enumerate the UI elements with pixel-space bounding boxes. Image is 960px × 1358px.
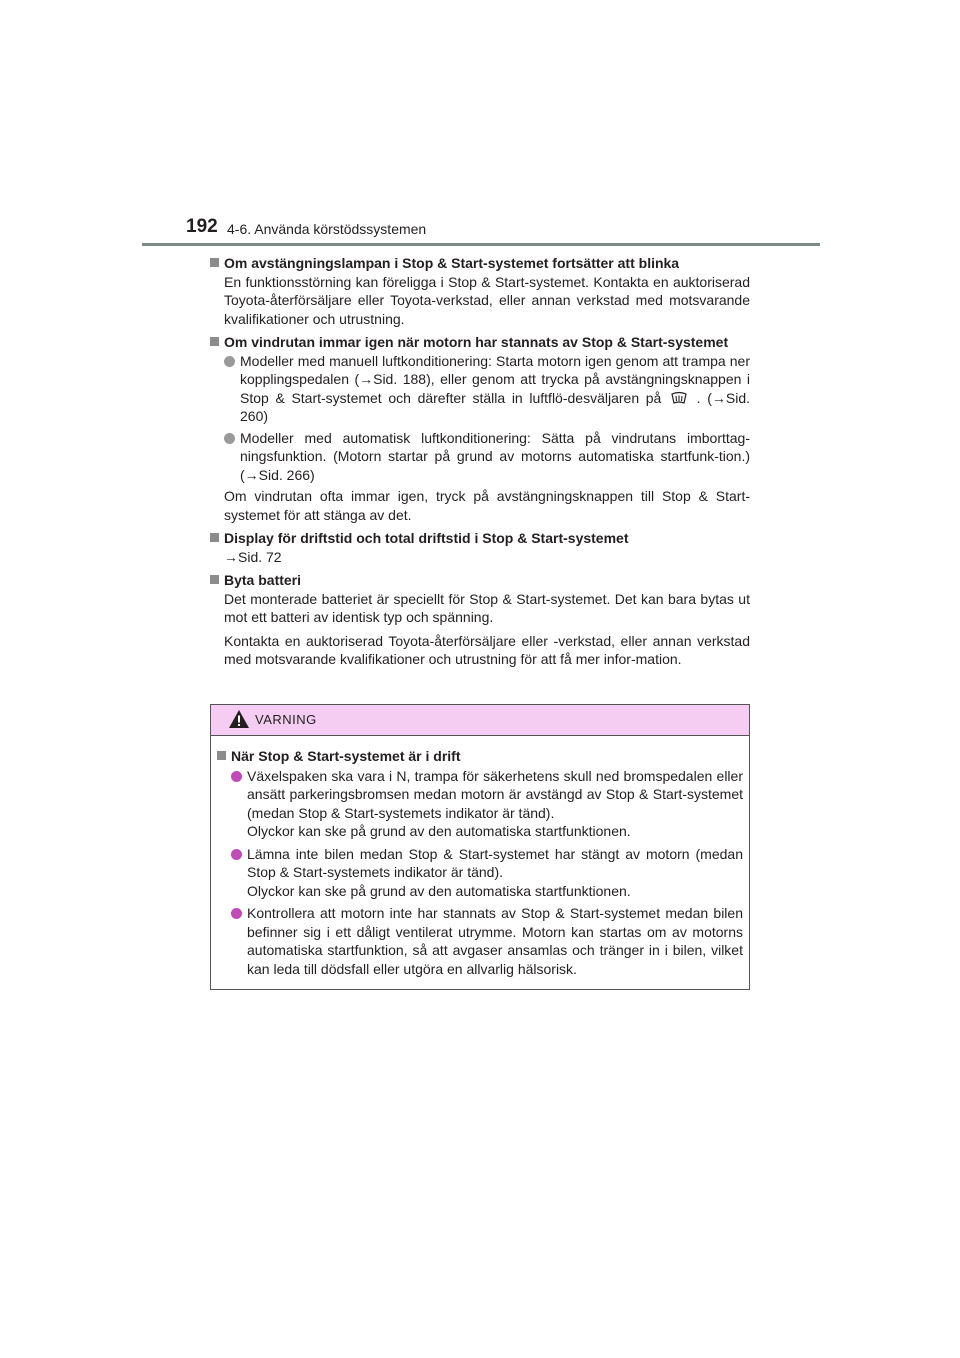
warning-list-item: [231, 904, 743, 978]
list-item: [224, 429, 750, 485]
section-display: [210, 529, 750, 566]
heading-text: När Stop & Start-systemet är i drift: [231, 748, 461, 764]
warning-triangle-icon: [228, 709, 250, 729]
text-line: Växelspaken ska vara i N, trampa för säkerhetens skull ned bromspedalen eller ansätt parkeringsbromsen medan motorn är avstängd av Stop & Start-systemet (medan Stop & Start-systemets indikator är tänd).: [247, 767, 743, 821]
text-line: Lämna inte bilen medan Stop & Start-systemet har stängt av motorn (medan Stop & Start-systemets indikator är tänd).: [247, 845, 743, 880]
warning-list-item: [231, 845, 743, 901]
square-bullet-icon: [217, 751, 226, 760]
section-blinking-lamp: [210, 254, 750, 328]
heading-text: Display för driftstid och total driftstid i Stop & Start-systemet: [224, 530, 629, 546]
list-item-text: [247, 845, 743, 901]
list-item-text: Kontrollera att motorn inte har stannats av Stop & Start-systemet medan bilen befinner sig i ett dåligt ventilerat utrymme. Motorn kan startas om av motorns automatiska startfunktion, så att avgaser ansamlas och tränger in i bilen, vilket kan leda till dödsfall eller utgöra en allvarlig hälsorisk.: [247, 905, 743, 977]
heading-text: Om avstängningslampan i Stop & Start-systemet fortsätter att blinka: [224, 255, 680, 271]
list-item-text: [247, 767, 743, 841]
circle-bullet-icon: [224, 356, 235, 367]
list-item-text-part: . (→Sid. 260): [240, 389, 751, 424]
page-header: [186, 216, 820, 246]
section-heading: [210, 254, 750, 273]
warning-box: [210, 704, 750, 990]
circle-bullet-icon: [231, 908, 242, 919]
section-heading: [210, 571, 750, 590]
main-content: [210, 254, 750, 674]
windshield-airflow-icon: [671, 391, 687, 405]
paragraph: En funktionsstörning kan föreligga i Stop & Start-systemet. Kontakta en auktoriserad Toyota-återförsäljare eller Toyota-verkstad, eller annan verkstad med motsvarande kvalifikationer och utrustning.: [224, 273, 750, 327]
paragraph: Det monterade batteriet är speciellt för Stop & Start-systemet. Det kan bara bytas ut mot ett batteri av identisk typ och spänning.: [224, 590, 750, 625]
warning-body: [211, 736, 749, 978]
page-reference: →Sid. 72: [224, 548, 282, 565]
square-bullet-icon: [210, 533, 219, 542]
square-bullet-icon: [210, 337, 219, 346]
circle-bullet-icon: [231, 771, 242, 782]
section-windshield-fog: [210, 333, 750, 524]
text-line: Olyckor kan ske på grund av den automatiska startfunktionen.: [247, 823, 631, 839]
list-item: [224, 352, 750, 426]
square-bullet-icon: [210, 258, 219, 267]
section-title: 4-6. Använda körstödssystemen: [227, 221, 427, 237]
list-item-text: [240, 352, 750, 426]
page-number: 192: [186, 216, 218, 237]
section-battery: [210, 571, 750, 669]
circle-bullet-icon: [224, 433, 235, 444]
list-item-text-part: Modeller med manuell luftkonditionering: Starta motorn igen genom att trampa ner kopplingspedalen (→Sid. 188), eller genom att trycka på avstängningsknappen i Stop & Start-systemet och därefter ställa in luftflö-desväljaren på: [240, 352, 750, 406]
square-bullet-icon: [210, 575, 219, 584]
text-line: Olyckor kan ske på grund av den automatiska startfunktionen.: [247, 882, 631, 899]
section-heading: [210, 333, 750, 352]
heading-text: Om vindrutan immar igen när motorn har stannats av Stop & Start-systemet: [224, 334, 729, 350]
warning-label: VARNING: [255, 712, 317, 727]
section-heading: [210, 529, 750, 548]
heading-text: Byta batteri: [224, 572, 302, 588]
warning-header: [211, 705, 749, 736]
warning-list-item: [231, 767, 743, 841]
list-item-text: Modeller med automatisk luftkonditionering: Sätta på vindrutans imborttag-ningsfunktion. (Motorn startar på grund av motorns automatiska startfunk-tion.) (→Sid. 266): [240, 429, 750, 483]
header-rule: [142, 243, 820, 246]
paragraph: Om vindrutan ofta immar igen, tryck på avstängningsknappen till Stop & Start-systemet för att stänga av det.: [224, 488, 750, 523]
warning-heading: [217, 747, 743, 766]
paragraph: Kontakta en auktoriserad Toyota-återförsäljare eller -verkstad, eller annan verkstad med motsvarande kvalifikationer och utrustning för att få mer infor-mation.: [224, 632, 750, 667]
circle-bullet-icon: [231, 849, 242, 860]
